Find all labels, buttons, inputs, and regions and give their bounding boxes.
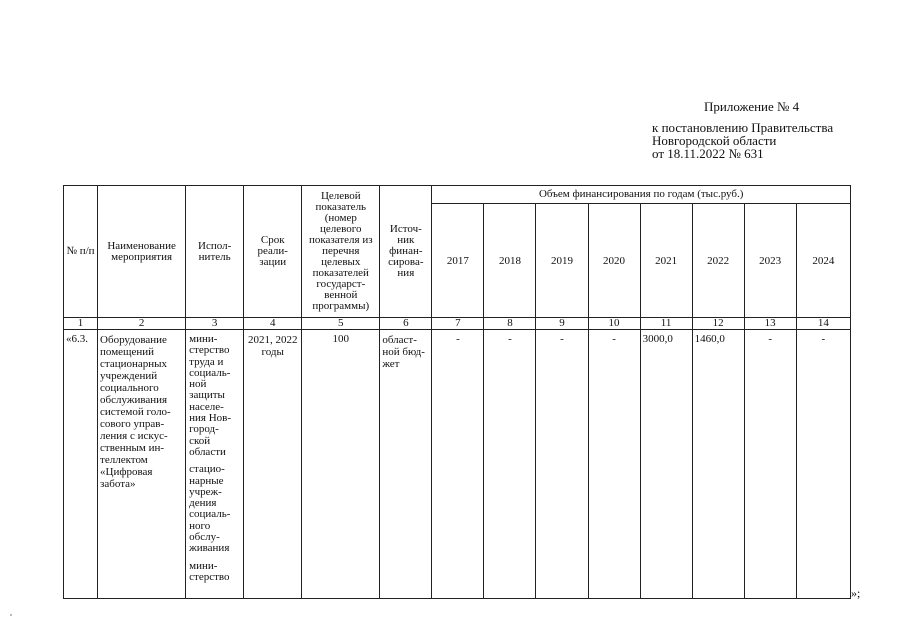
executor-line: области bbox=[189, 445, 226, 458]
column-number: 12 bbox=[692, 318, 744, 330]
executor-line: труда и bbox=[189, 355, 224, 368]
value-2021: 3000,0 bbox=[640, 330, 692, 599]
executor-line: социаль- bbox=[189, 508, 231, 521]
target-cell: 100 bbox=[302, 330, 380, 599]
column-number: 1 bbox=[64, 318, 98, 330]
column-number: 14 bbox=[796, 318, 850, 330]
executor-line: стерство bbox=[189, 570, 230, 583]
executor-line: обслу- bbox=[189, 531, 220, 544]
value-2018: - bbox=[484, 330, 536, 599]
table-row bbox=[64, 330, 851, 599]
value-2020: - bbox=[588, 330, 640, 599]
column-number: 11 bbox=[640, 318, 692, 330]
header-year: 2019 bbox=[536, 204, 588, 318]
header-name: Наименование мероприятия bbox=[98, 186, 186, 318]
executor-line: населе- bbox=[189, 400, 224, 413]
header-year: 2021 bbox=[640, 204, 692, 318]
executor-line: защиты bbox=[189, 389, 225, 402]
resolution-line: к постановлению Правительства bbox=[652, 120, 834, 135]
activity-name: Оборудование помещений стационарных учреждений социального обслуживания системой голо-сового управ-ления с искус-ственным ин-теллектом «Цифровая забота» bbox=[98, 330, 186, 599]
executor-line: ной bbox=[189, 378, 207, 391]
closing-quote: »; bbox=[851, 586, 861, 600]
row-number: «6.3. bbox=[64, 330, 98, 599]
column-number: 13 bbox=[744, 318, 796, 330]
value-2024: - bbox=[796, 330, 850, 599]
executor-line: город- bbox=[189, 423, 219, 436]
column-number: 4 bbox=[244, 318, 302, 330]
executor-line: нарные bbox=[189, 474, 224, 487]
executor-line: мини- bbox=[189, 559, 218, 572]
column-number: 3 bbox=[186, 318, 244, 330]
value-2019: - bbox=[536, 330, 588, 599]
header-year: 2018 bbox=[484, 204, 536, 318]
source-cell: област-ной бюд-жет bbox=[380, 330, 432, 599]
header-year: 2023 bbox=[744, 204, 796, 318]
header-funding: Объем финансирования по годам (тыс.руб.) bbox=[432, 186, 851, 204]
header-executor: Испол-нитель bbox=[186, 186, 244, 318]
executor-cell bbox=[186, 330, 244, 599]
column-number: 6 bbox=[380, 318, 432, 330]
executor-line: ния Нов- bbox=[189, 412, 232, 425]
column-number: 9 bbox=[536, 318, 588, 330]
executor-line: социаль- bbox=[189, 366, 231, 379]
column-number: 10 bbox=[588, 318, 640, 330]
date-number-line: от 18.11.2022 № 631 bbox=[652, 146, 764, 161]
executor-line: стацио- bbox=[189, 463, 225, 476]
executor-line: ской bbox=[189, 434, 211, 447]
executor-line: ного bbox=[189, 519, 211, 532]
value-2022: 1460,0 bbox=[692, 330, 744, 599]
region-line: Новгородской области bbox=[652, 133, 777, 148]
column-number: 7 bbox=[432, 318, 484, 330]
header-year: 2017 bbox=[432, 204, 484, 318]
executor-line: дения bbox=[189, 497, 217, 510]
column-number: 2 bbox=[98, 318, 186, 330]
header-target: Целевой показатель (номер целевого показателя из перечня целевых показателей государст-венной программы) bbox=[302, 186, 380, 318]
column-number: 8 bbox=[484, 318, 536, 330]
term-cell: 2021, 2022 годы bbox=[244, 330, 302, 599]
header-source: Источ-ник финан-сирова-ния bbox=[380, 186, 432, 318]
scan-artifact bbox=[10, 614, 12, 616]
header-term: Срок реали-зации bbox=[244, 186, 302, 318]
value-2017: - bbox=[432, 330, 484, 599]
header-year: 2024 bbox=[796, 204, 850, 318]
appendix-title: Приложение № 4 bbox=[704, 99, 800, 114]
executor-line: учреж- bbox=[189, 485, 222, 498]
executor-line: живания bbox=[189, 542, 230, 555]
header-no: № п/п bbox=[64, 186, 98, 318]
executor-line: стерство bbox=[189, 344, 230, 357]
column-number: 5 bbox=[302, 318, 380, 330]
funding-table bbox=[63, 185, 851, 599]
executor-line: мини- bbox=[189, 333, 218, 345]
header-year: 2020 bbox=[588, 204, 640, 318]
value-2023: - bbox=[744, 330, 796, 599]
header-year: 2022 bbox=[692, 204, 744, 318]
